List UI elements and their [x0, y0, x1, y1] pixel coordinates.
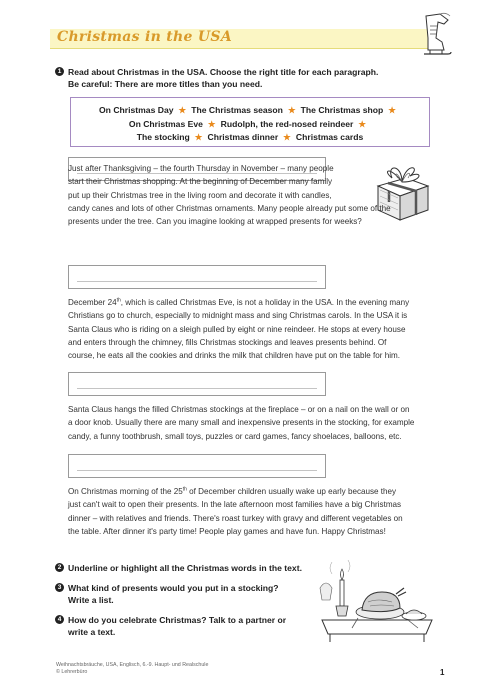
- answer-box-2[interactable]: [68, 265, 326, 289]
- title-options-box: [70, 97, 430, 147]
- title-option: Rudolph, the red-nosed reindeer: [220, 118, 354, 129]
- answer-box-3[interactable]: [68, 372, 326, 396]
- paragraph-line: Christians go to church, especially to midnight mass and sing Christmas carols. In the USA it is: [68, 311, 408, 321]
- answer-line: [77, 470, 317, 471]
- task-number-2: 2: [55, 563, 64, 572]
- paragraph-line: Santa Claus hangs the filled Christmas stockings at the fireplace – or on a nail on the wall or on: [68, 405, 410, 414]
- title-option: Christmas dinner: [207, 132, 279, 142]
- footer: [56, 662, 208, 676]
- task-3: [56, 582, 316, 606]
- answer-line: [77, 388, 317, 389]
- task-3-line: Write a list.: [68, 595, 114, 605]
- star-icon: ★: [358, 118, 367, 129]
- paragraph-line: presents under the tree. Can you imagine looking at wrapped presents for weeks?: [68, 217, 362, 227]
- task-2: [56, 562, 316, 574]
- page-number: 1: [440, 668, 445, 677]
- task-4-line: How do you celebrate Christmas? Talk to a partner or: [68, 615, 287, 625]
- task-4-line: write a text.: [68, 627, 116, 637]
- task-number-3: 3: [55, 583, 64, 592]
- paragraph-line: just can't wait to open their presents. In the late afternoon most families have a big Christmas: [68, 500, 402, 510]
- title-options-row: [71, 131, 429, 145]
- ice-skate-icon: [418, 12, 454, 60]
- paragraph-line: candy canes and lots of other Christmas ornaments. Many people already put some of the: [68, 203, 391, 213]
- paragraph-4: [68, 485, 403, 538]
- task-3-line: What kind of presents would you put in a stocking?: [68, 583, 279, 593]
- footer-line: © Lehrerbüro: [56, 669, 88, 675]
- task-2-line: Underline or highlight all the Christmas words in the text.: [68, 563, 302, 573]
- paragraph-line: Just after Thanksgiving – the fourth Thursday in November – many people: [68, 164, 334, 173]
- paragraph-3: [68, 403, 414, 443]
- title-option: The stocking: [136, 132, 190, 142]
- footer-line: Weihnachtsbräuche, USA, Englisch, 6.-9. Haupt- und Realschule: [56, 662, 209, 668]
- paragraph-2: [68, 296, 409, 362]
- star-icon: ★: [178, 105, 187, 115]
- paragraph-line: dinner – with relatives and friends. There's roast turkey with gravy and different vegetables on: [68, 513, 403, 523]
- title-option: The Christmas season: [191, 105, 283, 115]
- title-option: The Christmas shop: [300, 105, 384, 115]
- task-number-1: 1: [55, 67, 64, 76]
- star-icon: ★: [207, 118, 216, 129]
- page-title: Christmas in the USA: [57, 29, 232, 45]
- task-4: [56, 614, 316, 638]
- star-icon: ★: [388, 105, 396, 115]
- answer-line: [77, 281, 317, 282]
- task-1-line: Be careful: There are more titles than you need.: [68, 79, 263, 89]
- paragraph-line: a door knob. Usually there are many small and inexpensive presents in the stocking, for example: [68, 418, 415, 428]
- paragraph-line: On Christmas morning of the 25th of December children usually wake up early because they: [68, 486, 397, 496]
- task-1-line: Read about Christmas in the USA. Choose the right title for each paragraph.: [68, 67, 379, 77]
- paragraph-1: [68, 162, 391, 228]
- title-option: On Christmas Day: [99, 105, 174, 115]
- christmas-dinner-table-icon: [318, 558, 436, 642]
- paragraph-line: the table. After dinner it's party time! People play games and have fun. Happy Christmas!: [68, 526, 386, 536]
- paragraph-line: course, he eats all the cookies and drinks the milk that children have put on the table for him.: [68, 351, 401, 361]
- paragraph-line: candy, a funny toothbrush, small toys, puzzles or card games, fancy shoelaces, balloons, etc.: [68, 431, 402, 441]
- paragraph-line: put up their Christmas tree in the living room and decorate it with candles,: [68, 190, 332, 200]
- answer-box-4[interactable]: [68, 454, 326, 478]
- title-option: Christmas cards: [295, 132, 364, 142]
- star-icon: ★: [287, 105, 296, 115]
- task-1: [56, 66, 436, 90]
- paragraph-line: start their Christmas shopping. At the beginning of December many family: [68, 177, 333, 187]
- title-options-row: [71, 118, 429, 132]
- title-option: On Christmas Eve: [128, 118, 203, 129]
- title-options-row: [71, 104, 429, 118]
- star-icon: ★: [194, 132, 203, 142]
- paragraph-line: and enters through the chimney, fills Christmas stockings and leaves presents behind. Of: [68, 337, 387, 347]
- star-icon: ★: [283, 132, 291, 142]
- task-number-4: 4: [55, 615, 64, 624]
- paragraph-line: Santa Claus who is riding on a sleigh pulled by eight or nine reindeer. He stops at every house: [68, 324, 406, 334]
- paragraph-line: December 24th, which is called Christmas Eve, is not a holiday in the USA. In the evening many: [68, 297, 410, 307]
